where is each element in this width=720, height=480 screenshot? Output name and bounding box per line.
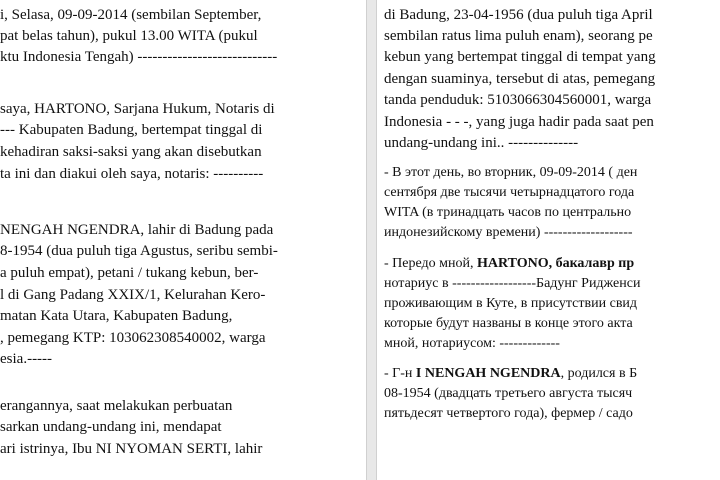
text-line: которые будут названы в конце этого акта <box>384 316 633 331</box>
text-line: , pemegang KTP: 103062308540002, warga <box>0 330 266 346</box>
text-line: i, Selasa, 09-09-2014 (sembilan September, <box>0 7 262 23</box>
text-line: sarkan undang-undang ini, mendapat <box>0 419 222 435</box>
text-line: --- Kabupaten Badung, bertempat tinggal di <box>0 122 263 138</box>
text-line: pat belas tahun), pukul 13.00 WITA (pukul <box>0 28 258 44</box>
book-gutter <box>366 0 377 480</box>
text-line: l di Gang Padang XXIX/1, Kelurahan Kero- <box>0 287 266 303</box>
text-line: sembilan ratus lima puluh enam), seorang pe <box>384 28 653 44</box>
text-line <box>384 255 634 273</box>
text-line: erangannya, saat melakukan perbuatan <box>0 398 233 414</box>
text-line: tanda penduduk: 5103066304560001, warga <box>384 92 652 108</box>
text-line: esia.----- <box>0 351 53 367</box>
text-line: undang-undang ini.. -------------- <box>384 135 579 151</box>
text-line: сентября две тысячи четырнадцатого года <box>384 185 635 200</box>
text-line: NENGAH NGENDRA, lahir di Badung pada <box>0 222 274 238</box>
notary-name-bold: HARTONO, бакалавр пр <box>476 256 635 271</box>
text-line: пятьдесят четвертого года), фермер / садо <box>384 406 633 421</box>
text-line: WITA (в тринадцать часов по центрально <box>384 205 632 220</box>
text-line: Indonesia - - -, yang juga hadir pada saat pen <box>384 114 654 130</box>
client-name-bold: I NENGAH NGENDRA <box>415 366 561 381</box>
text-line <box>384 365 637 383</box>
text-line: kehadiran saksi-saksi yang akan disebutkan <box>0 144 262 160</box>
text-line: saya, HARTONO, Sarjana Hukum, Notaris di <box>0 101 275 117</box>
text-span: - Г-н <box>384 366 416 381</box>
text-line: 8-1954 (dua puluh tiga Agustus, seribu sembi- <box>0 243 278 259</box>
text-span: - Передо мной, <box>384 256 477 271</box>
text-line: мной, нотариусом: ------------- <box>384 336 560 351</box>
text-line: ta ini dan diakui oleh saya, notaris: ---------- <box>0 166 264 182</box>
text-line: dengan suaminya, tersebut di atas, pemegang <box>384 71 656 87</box>
text-line: a puluh empat), petani / tukang kebun, ber- <box>0 265 259 281</box>
text-line: matan Kata Utara, Kabupaten Badung, <box>0 308 233 324</box>
text-line: нотариус в ------------------Бадунг Ридженси <box>384 276 641 291</box>
text-line: - В этот день, во вторник, 09-09-2014 ( ден <box>384 165 638 180</box>
right-page <box>377 0 720 480</box>
text-line: 08-1954 (двадцать третьего августа тысяч <box>384 386 633 401</box>
text-line: индонезийскому времени) ------------------- <box>384 225 633 240</box>
text-line: di Badung, 23-04-1956 (dua puluh tiga April <box>384 7 653 23</box>
text-line: kebun yang bertempat tinggal di tempat yang <box>384 49 656 65</box>
text-span: , родился в Б <box>560 366 638 381</box>
text-line: ari istrinya, Ibu NI NYOMAN SERTI, lahir <box>0 441 263 457</box>
text-line: проживающим в Куте, в присутствии свид <box>384 296 638 311</box>
text-line: ktu Indonesia Tengah) ---------------------------- <box>0 49 278 65</box>
